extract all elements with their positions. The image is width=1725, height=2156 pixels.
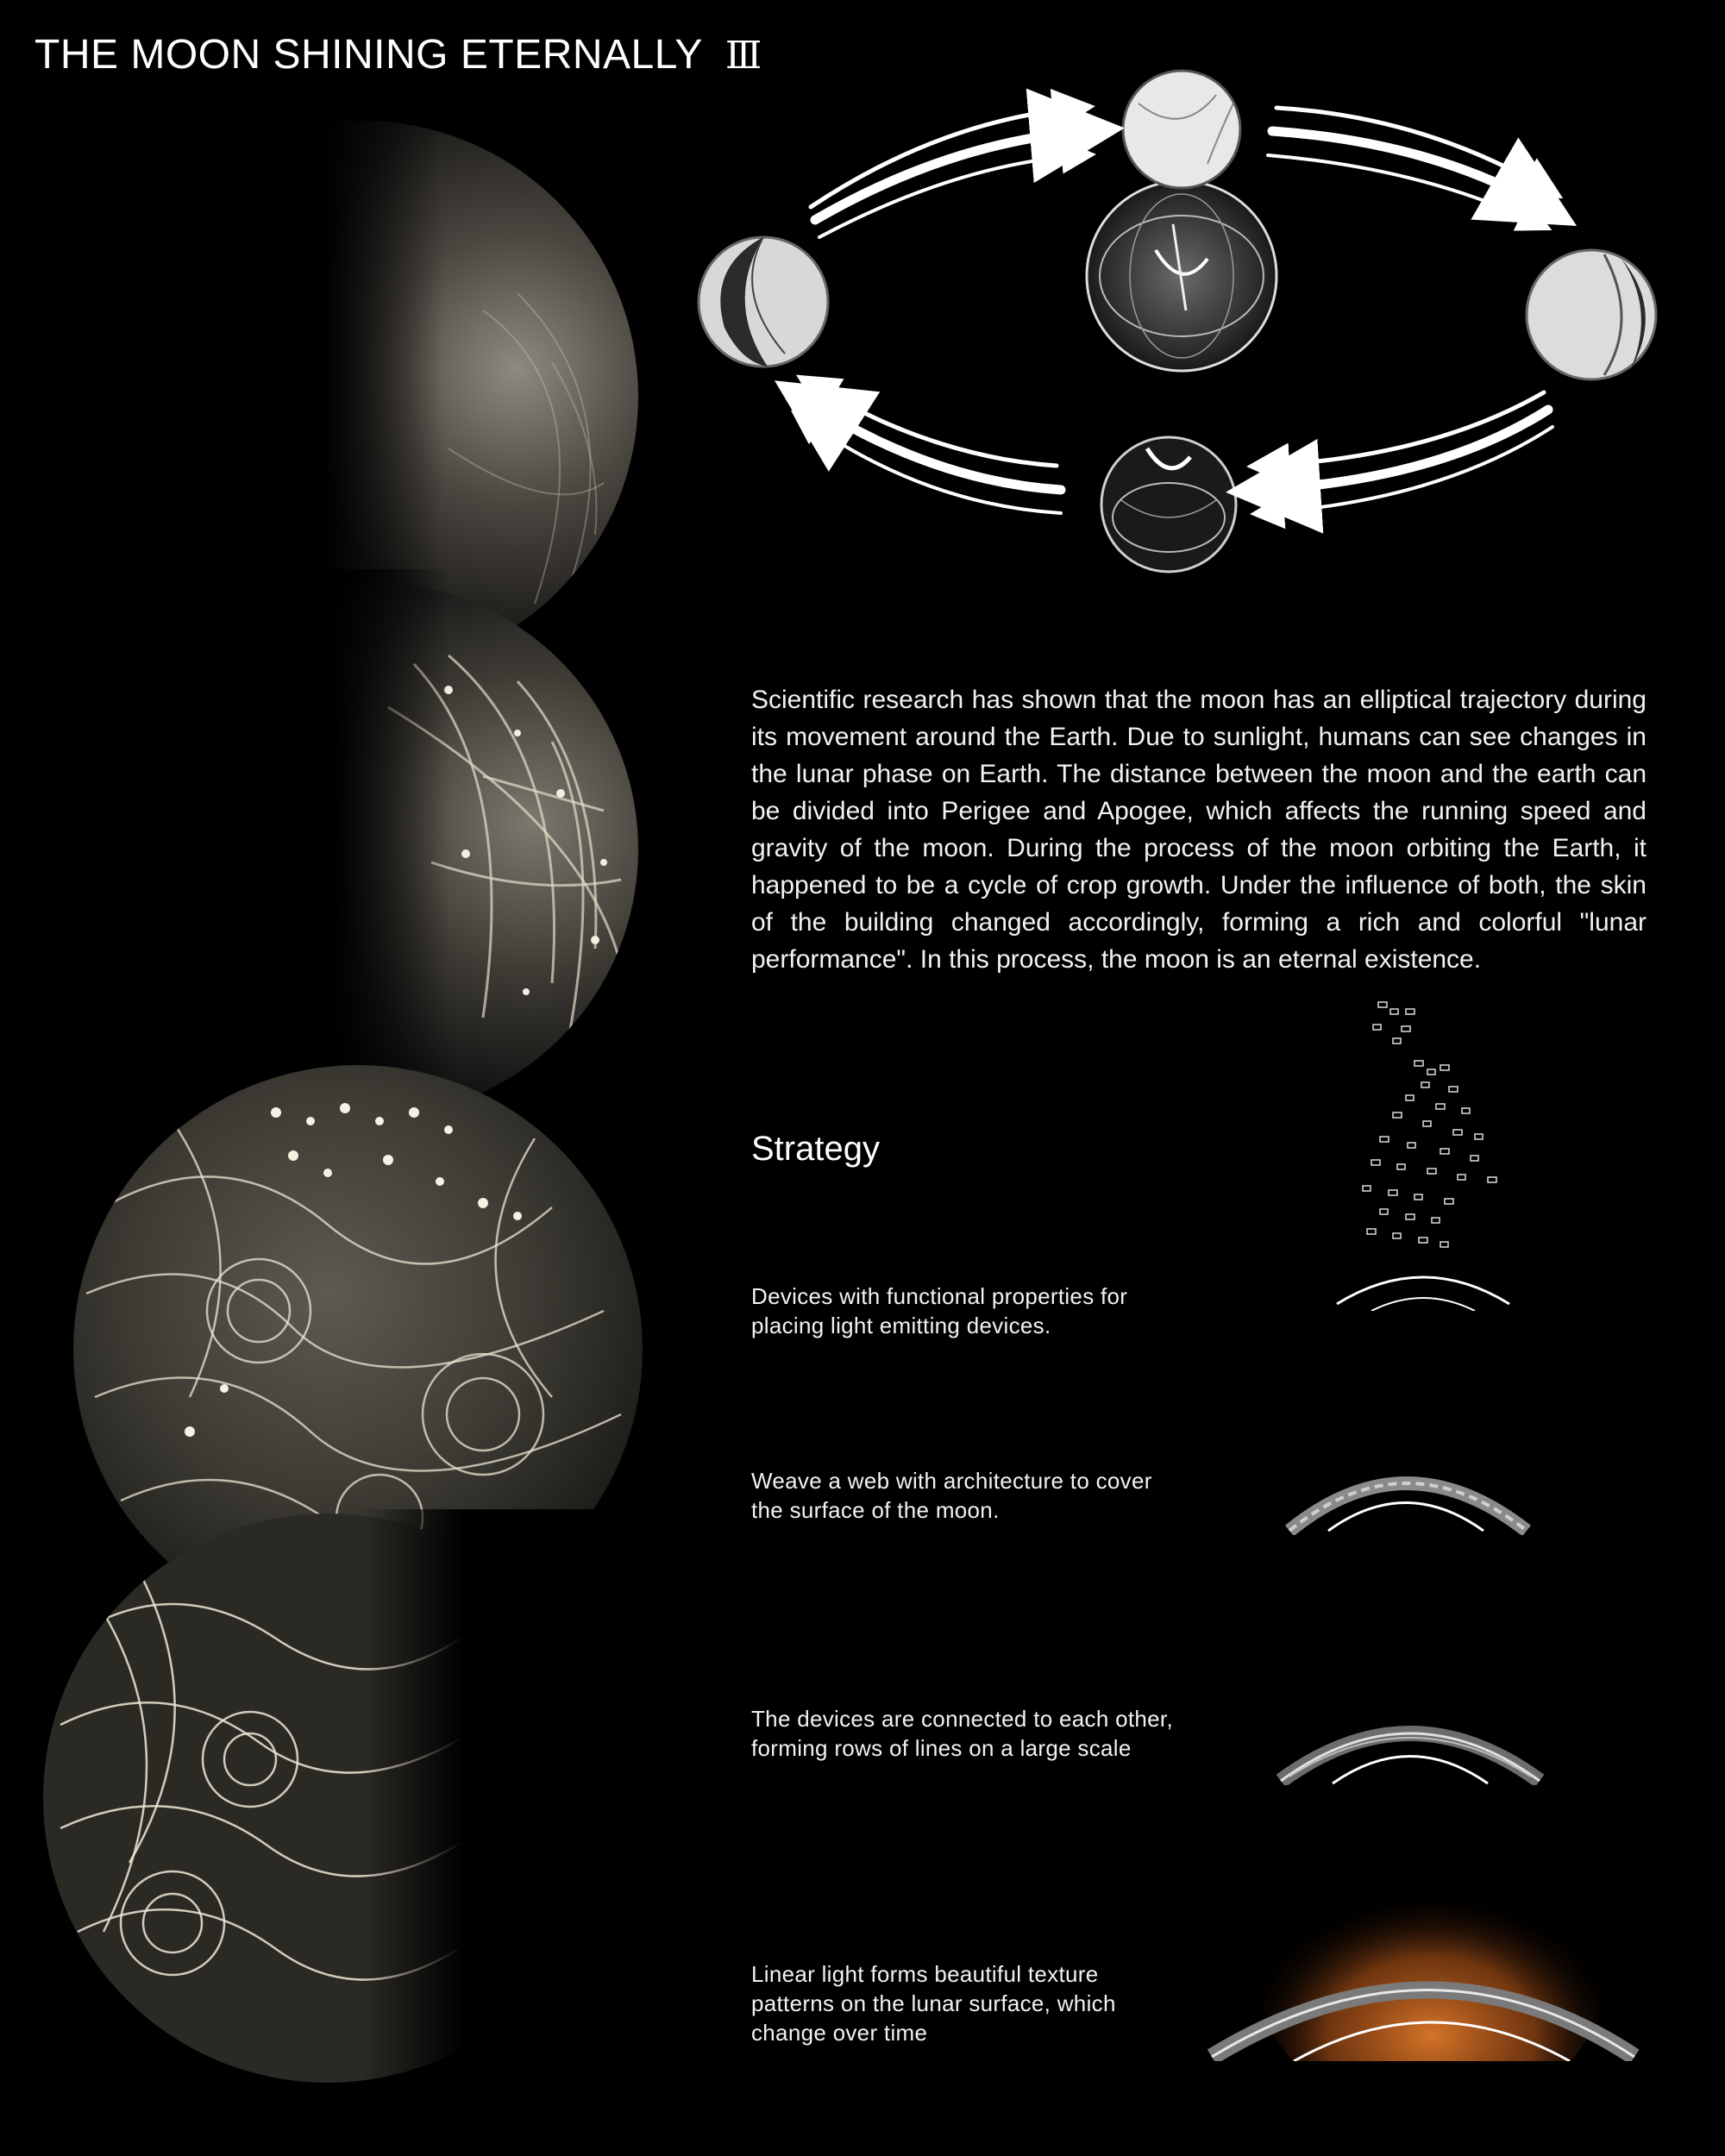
moon-apogee [1123, 71, 1240, 188]
moon-stack-illustration [0, 0, 690, 2156]
orbit-arrows-top-left [811, 108, 1087, 237]
strategy-step-3-text: The devices are connected to each other, forming rows of lines on a large scale [751, 1706, 1173, 1761]
strategy-step-4-diagram [1199, 1854, 1647, 2061]
strategy-heading: Strategy [751, 1130, 880, 1168]
strategy-step-4-text: Linear light forms beautiful texture patterns on the lunar surface, which change over time [751, 1961, 1116, 2046]
moon-perigee [1101, 437, 1236, 572]
page-title-numeral: Ⅲ [724, 34, 762, 78]
strategy-step-3-diagram [1268, 1690, 1552, 1785]
strategy-step-2-diagram [1276, 1449, 1535, 1535]
orbit-arrows-bottom-right [1264, 392, 1552, 513]
strategy-step-1-diagram [1311, 983, 1535, 1311]
moon-phase-4 [34, 1509, 630, 2096]
orbit-diagram [690, 69, 1673, 586]
moon-last-quarter [1527, 250, 1656, 379]
moon-first-quarter [699, 237, 828, 367]
earth-globe [1087, 181, 1276, 371]
orbit-arrows-bottom-left [802, 384, 1061, 513]
page-title-text: THE MOON SHINING ETERNALLY [34, 32, 703, 78]
strategy-step-1-text: Devices with functional properties for placing light emitting devices. [751, 1283, 1128, 1338]
description-paragraph: Scientific research has shown that the moon has an elliptical trajectory during its movement around the Earth. Due to sunlight, humans can see changes in the lunar phase on Earth. The distance between the moon and the earth can be divided into Perigee and Apogee, which affects the running speed and gravity of the moon. During the process of the moon orbiting the Earth, it happened to be a cycle of crop growth. Under the influence of both, the skin of the building changed accordingly, forming a rich and colorful "lunar performance". In this process, the moon is an eternal existence. [751, 686, 1647, 974]
strategy-step-2-text: Weave a web with architecture to cover the surface of the moon. [751, 1468, 1152, 1523]
orbit-arrows-top-right [1268, 108, 1548, 224]
moon-phase-2 [86, 569, 673, 1138]
